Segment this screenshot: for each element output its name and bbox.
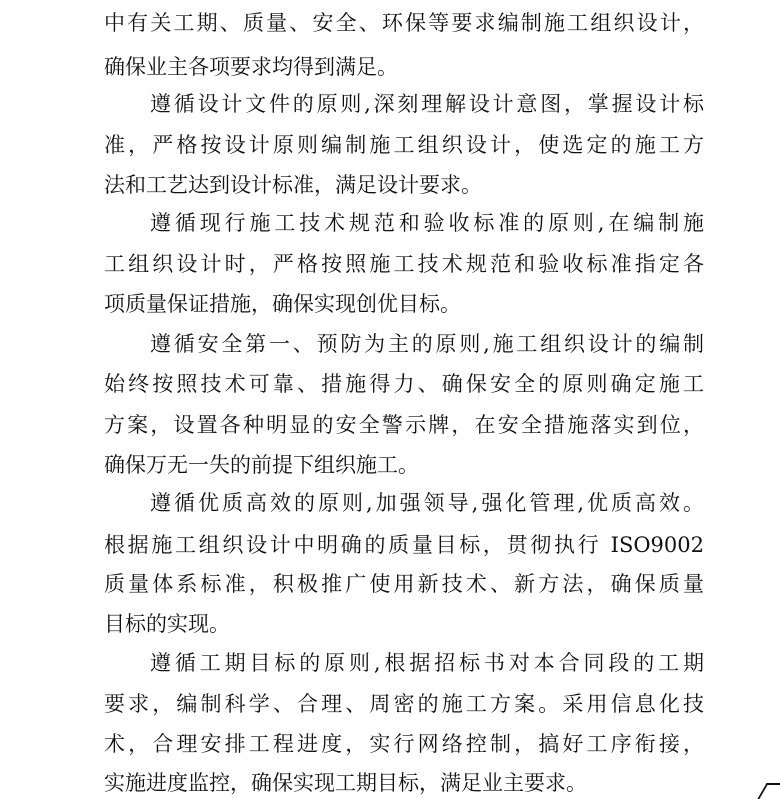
text-line: 项质量保证措施，确保实现创优目标。 [104,292,461,316]
text-line: 根据施工组织设计中明确的质量目标，贯彻执行 ISO9002 [104,533,704,557]
text-line: 始终按照技术可靠、措施得力、确保安全的原则确定施工 [104,372,704,396]
text-line: 要求，编制科学、合理、周密的施工方案。采用信息化技 [104,692,704,716]
text-line-indented: 遵循现行施工技术规范和验收标准的原则,在编制施 [150,211,704,235]
text-line: 实施进度监控，确保实现工期目标，满足业主要求。 [104,771,587,795]
page-corner-mark [757,783,780,799]
text-line-indented: 遵循设计文件的原则,深刻理解设计意图，掌握设计标 [150,92,704,116]
text-line: 法和工艺达到设计标准，满足设计要求。 [104,173,482,197]
text-line-indented: 遵循安全第一、预防为主的原则,施工组织设计的编制 [150,332,704,356]
text-line: 目标的实现。 [104,612,230,636]
text-line: 工组织设计时，严格按照施工技术规范和验收标准指定各 [104,252,704,276]
text-line: 确保万无一失的前提下组织施工。 [104,453,419,477]
text-line: 准，严格按设计原则编制施工组织设计，使选定的施工方 [104,133,704,157]
text-line-indented: 遵循优质高效的原则,加强领导,强化管理,优质高效。 [150,491,704,515]
text-line-indented: 遵循工期目标的原则,根据招标书对本合同段的工期 [150,651,704,675]
text-line: 中有关工期、质量、安全、环保等要求编制施工组织设计， [104,11,704,35]
text-line: 术，合理安排工程进度，实行网络控制，搞好工序衔接， [104,732,704,756]
text-line: 确保业主各项要求均得到满足。 [104,55,398,79]
text-line: 质量体系标准，积极推广使用新技术、新方法，确保质量 [104,572,704,596]
text-line: 方案，设置各种明显的安全警示牌，在安全措施落实到位， [104,413,704,437]
